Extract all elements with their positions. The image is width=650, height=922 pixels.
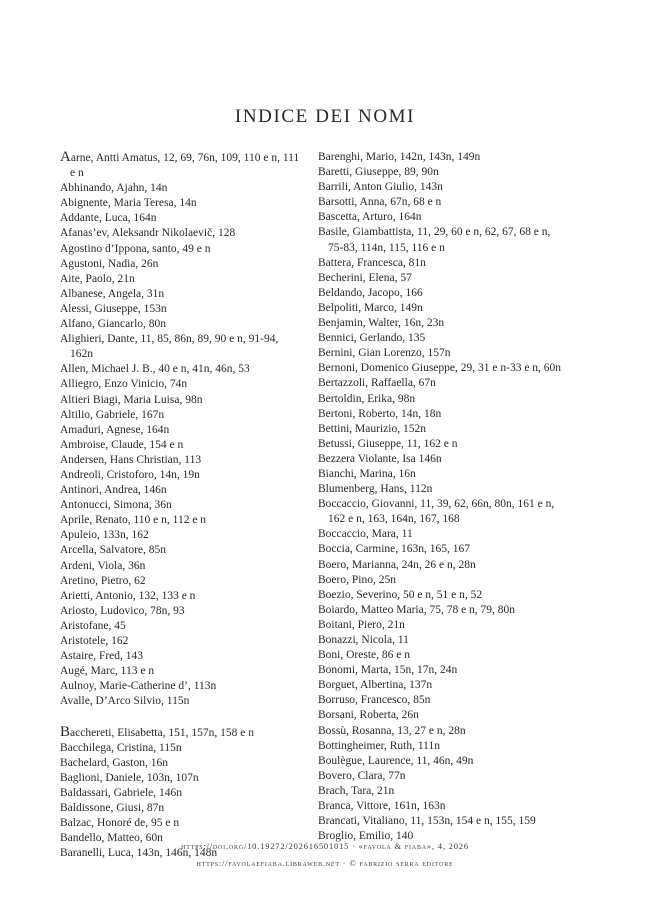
index-entry: Bernoni, Domenico Giuseppe, 29, 31 e n-33 e n, 60n	[318, 362, 562, 375]
index-entry: Agostino d’Ippona, santo, 49 e n	[60, 242, 211, 255]
index-entry: Arcella, Salvatore, 85n	[60, 544, 167, 557]
index-entry: Betussi, Giuseppe, 11, 162 e n	[318, 437, 458, 450]
index-entry: Barenghi, Mario, 142n, 143n, 149n	[318, 151, 481, 163]
index-entry: Benjamin, Walter, 16n, 23n	[318, 317, 445, 330]
index-entry: Afanas’ev, Aleksandr Nikolaevič, 128	[60, 227, 236, 240]
index-entry: Baranelli, Luca, 143n, 146n, 148n	[60, 847, 218, 860]
index-entry: Borruso, Francesco, 85n	[318, 694, 431, 707]
index-entry: Boero, Pino, 25n	[318, 573, 396, 586]
index-entry: Amaduri, Agnese, 164n	[60, 423, 170, 436]
index-entry: Abhinando, Ajahn, 14n	[60, 182, 168, 195]
index-entry: Bianchi, Marina, 16n	[318, 467, 416, 480]
index-entry: Altilio, Gabriele, 167n	[60, 408, 165, 421]
index-entry: Aite, Paolo, 21n	[60, 272, 135, 285]
index-entry: Bertazzoli, Raffaella, 67n	[318, 377, 436, 390]
index-entry: Baldassari, Gabriele, 146n	[60, 786, 182, 799]
index-entry: Bonomi, Marta, 15n, 17n, 24n	[318, 664, 458, 677]
index-entry: Bacchereti, Elisabetta, 151, 157n, 158 e n	[60, 723, 254, 740]
index-column-left	[60, 150, 302, 861]
index-entry: Beldando, Jacopo, 166	[318, 286, 423, 299]
index-entry: Aarne, Antti Amatus, 12, 69, 76n, 109, 110 e n, 111 e n	[60, 149, 300, 180]
index-entry: Aulnoy, Marie-Catherine d’, 113n	[60, 680, 217, 693]
index-entry: Bettini, Maurizio, 152n	[318, 422, 426, 435]
section-gap	[60, 709, 302, 724]
index-entry: Becherini, Elena, 57	[318, 271, 412, 284]
footer-website-line: https://favolaefiaba.libraweb.net · © fabrizio serra editore	[196, 858, 454, 868]
index-entry: Andersen, Hans Christian, 113	[60, 453, 202, 466]
index-entry: Ardeni, Viola, 36n	[60, 559, 146, 572]
index-entry: Alfano, Giancarlo, 80n	[60, 318, 167, 331]
index-entry: Augé, Marc, 113 e n	[60, 665, 155, 678]
index-entry: Altieri Biagi, Maria Luisa, 98n	[60, 393, 203, 406]
index-entry: Borsani, Roberta, 26n	[318, 709, 419, 722]
index-entry: Boulègue, Laurence, 11, 46n, 49n	[318, 754, 474, 767]
index-entry: Balzac, Honoré de, 95 e n	[60, 817, 180, 830]
index-entry: Boccia, Carmine, 163n, 165, 167	[318, 543, 471, 556]
index-entry: Broglio, Emilio, 140	[318, 830, 414, 843]
index-entry: Apuleio, 133n, 162	[60, 529, 149, 542]
index-entry: Bennici, Gerlando, 135	[318, 332, 426, 345]
index-entry: Boitani, Piero, 21n	[318, 618, 405, 631]
index-entry: Aprile, Renato, 110 e n, 112 e n	[60, 514, 207, 527]
index-entry: Bonazzi, Nicola, 11	[318, 634, 409, 646]
index-entry: Ariosto, Ludovico, 78n, 93	[60, 604, 185, 617]
index-entry: Bacchilega, Cristina, 115n	[60, 741, 182, 754]
index-entry: Astaire, Fred, 143	[60, 650, 144, 663]
index-entry: Boccaccio, Giovanni, 11, 39, 62, 66n, 80n, 161 e n, 162 e n, 163, 164n, 167, 168	[318, 498, 555, 526]
index-entry: Boezio, Severino, 50 e n, 51 e n, 52	[318, 588, 483, 601]
index-entry: Boccaccio, Mara, 11	[318, 528, 413, 541]
index-entry: Aretino, Pietro, 62	[60, 574, 146, 587]
index-entry: Alliegro, Enzo Vinicio, 74n	[60, 378, 188, 391]
index-entry: Bovero, Clara, 77n	[318, 769, 406, 782]
index-entry: Addante, Luca, 164n	[60, 212, 157, 225]
index-entry: Baretti, Giuseppe, 89, 90n	[318, 166, 439, 179]
index-entry: Blumenberg, Hans, 112n	[318, 483, 433, 496]
index-entry: Battera, Francesca, 81n	[318, 256, 426, 269]
index-entry: Baldissone, Giusi, 87n	[60, 802, 165, 815]
index-entry: Bascetta, Arturo, 164n	[318, 211, 422, 224]
page-title: INDICE DEI NOMI	[234, 106, 416, 127]
index-entry: Belpoliti, Marco, 149n	[318, 301, 423, 314]
index-entry: Brach, Tara, 21n	[318, 784, 395, 797]
index-entry: Alessi, Giuseppe, 153n	[60, 302, 167, 315]
index-entry: Brancati, Vitaliano, 11, 153n, 154 e n, 155, 159	[318, 815, 536, 828]
index-entry: Boni, Oreste, 86 e n	[318, 649, 410, 662]
index-entry: Arietti, Antonio, 132, 133 e n	[60, 589, 196, 602]
index-entry: Antinori, Andrea, 146n	[60, 484, 167, 497]
index-entry: Baglioni, Daniele, 103n, 107n	[60, 771, 199, 784]
index-entry: Bachelard, Gaston, 16n	[60, 756, 168, 769]
index-entry: Aristotele, 162	[60, 635, 129, 647]
index-entry: Basile, Giambattista, 11, 29, 60 e n, 62, 67, 68 e n, 75-83, 114n, 115, 116 e n	[318, 226, 551, 254]
index-entry: Avalle, D’Arco Silvio, 115n	[60, 695, 190, 708]
index-entry: Albanese, Angela, 31n	[60, 287, 165, 300]
index-entry: Bossù, Rosanna, 13, 27 e n, 28n	[318, 724, 466, 737]
index-entry: Bernini, Gian Lorenzo, 157n	[318, 347, 451, 360]
index-entry: Bottingheimer, Ruth, 111n	[318, 739, 440, 752]
index-entry: Bertoni, Roberto, 14n, 18n	[318, 407, 442, 420]
footer-doi-line: https://doi.org/10.19272/202616501015 · «favola & fiaba», 4, 2026	[181, 841, 469, 851]
index-entry: Andreoli, Cristoforo, 14n, 19n	[60, 468, 200, 481]
index-entry: Allen, Michael J. B., 40 e n, 41n, 46n, 53	[60, 363, 250, 376]
index-entry: Borguet, Albertina, 137n	[318, 679, 433, 692]
index-entry: Boero, Marianna, 24n, 26 e n, 28n	[318, 558, 476, 571]
index-entry: Ambroise, Claude, 154 e n	[60, 438, 184, 451]
index-entry: Bezzera Violante, Isa 146n	[318, 452, 442, 465]
index-entry: Antonucci, Simona, 36n	[60, 499, 172, 512]
index-entry: Bertoldin, Erika, 98n	[318, 392, 416, 405]
index-entry: Abignente, Maria Teresa, 14n	[60, 197, 197, 210]
index-entry: Branca, Vittore, 161n, 163n	[318, 800, 446, 813]
index-entry: Barrili, Anton Giulio, 143n	[318, 181, 443, 194]
index-entry: Agustoni, Nadia, 26n	[60, 257, 159, 270]
index-entry: Barsotti, Anna, 67n, 68 e n	[318, 196, 442, 209]
index-entry: Aristofane, 45	[60, 619, 126, 632]
index-entry: Alighieri, Dante, 11, 85, 86n, 89, 90 e n, 91-94, 162n	[60, 333, 279, 361]
index-entry: Bandello, Matteo, 60n	[60, 832, 163, 845]
index-column-right	[318, 150, 568, 844]
index-entry: Boiardo, Matteo Maria, 75, 78 e n, 79, 80n	[318, 603, 516, 616]
